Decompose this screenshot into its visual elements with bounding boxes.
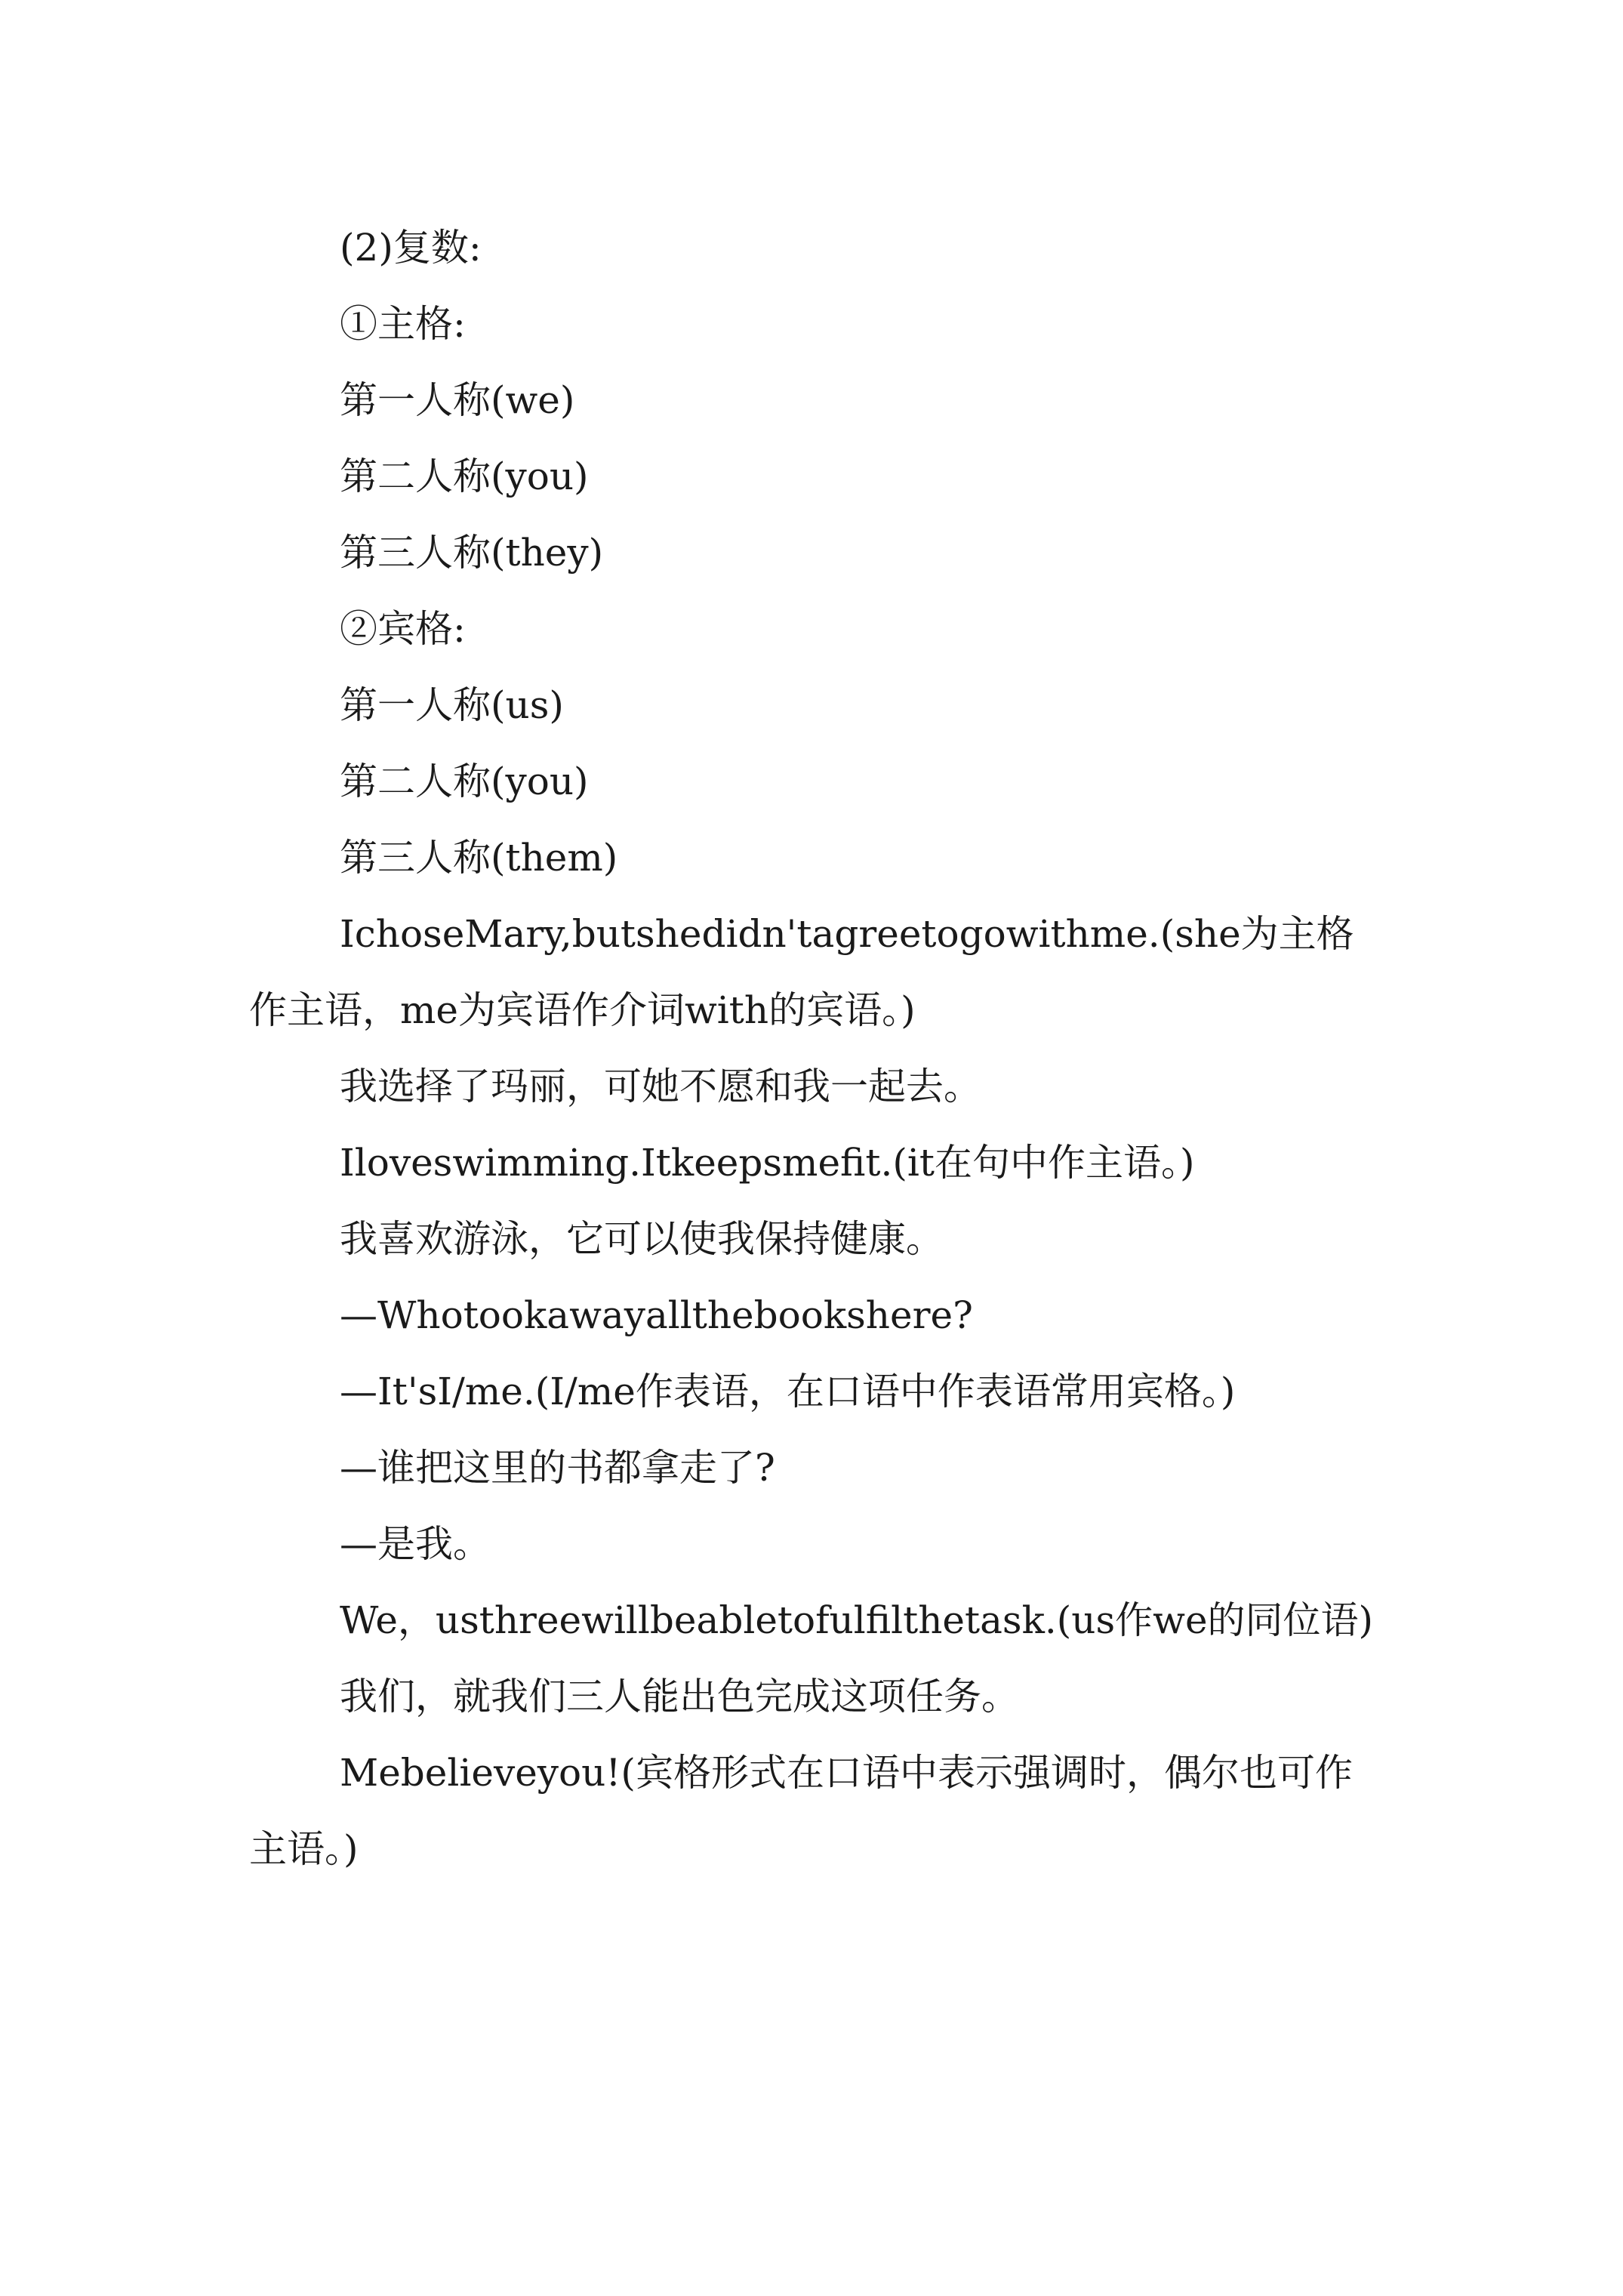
paragraph: Iloveswimming.Itkeepsmefit.(it在句中作主语。) bbox=[340, 1141, 1195, 1185]
paragraph: 第三人称(they) bbox=[340, 531, 604, 575]
paragraph: 第一人称(we) bbox=[340, 378, 575, 422]
paragraph: IchoseMary,butshedidn'tagreetogowithme.(she为主格作主语，me为宾语作介词with的宾语。) bbox=[249, 912, 1354, 1032]
paragraph: —Whotookawayallthebookshere? bbox=[340, 1293, 973, 1337]
paragraph: —It'sI/me.(I/me作表语，在口语中作表语常用宾格。) bbox=[340, 1370, 1236, 1413]
paragraph: ①主格: bbox=[340, 302, 466, 346]
paragraph: 我选择了玛丽，可她不愿和我一起去。 bbox=[340, 1065, 981, 1108]
paragraph: 第二人称(you) bbox=[340, 455, 589, 498]
paragraph: 我喜欢游泳，它可以使我保持健康。 bbox=[340, 1217, 944, 1261]
paragraph: 第二人称(you) bbox=[340, 760, 589, 803]
paragraph: Mebelieveyou!(宾格形式在口语中表示强调时，偶尔也可作主语。) bbox=[249, 1751, 1353, 1871]
document-body bbox=[249, 210, 1385, 1888]
paragraph: —是我。 bbox=[340, 1522, 491, 1566]
paragraph: (2)复数: bbox=[340, 226, 482, 270]
paragraph: 第三人称(them) bbox=[340, 836, 618, 880]
paragraph: 我们，就我们三人能出色完成这项任务。 bbox=[340, 1675, 1019, 1718]
paragraph: ②宾格: bbox=[340, 607, 466, 651]
paragraph: —谁把这里的书都拿走了? bbox=[340, 1446, 775, 1490]
paragraph: 第一人称(us) bbox=[340, 683, 564, 727]
paragraph: We，usthreewillbeabletofulfilthetask.(us作we的同位语) bbox=[340, 1598, 1374, 1642]
